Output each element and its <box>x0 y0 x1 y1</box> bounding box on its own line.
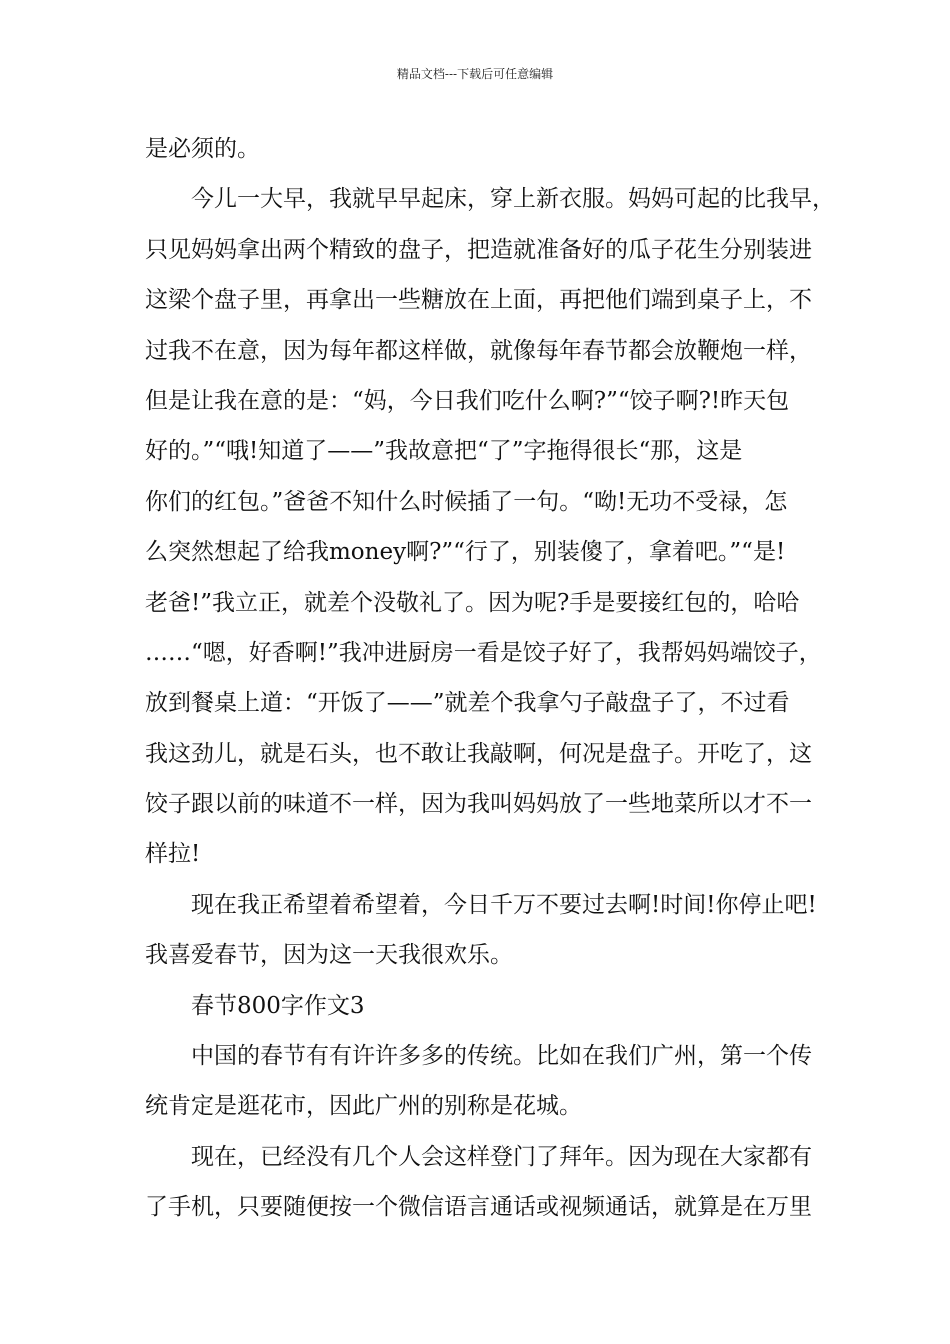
document-body <box>145 130 835 1239</box>
text-line: ……“嗯，好香啊!”我冲进厨房一看是饺子好了，我帮妈妈端饺子， <box>145 639 822 666</box>
text-line: 这梁个盘子里，再拿出一些糖放在上面，再把他们端到桌子上，不 <box>145 287 812 314</box>
paragraph-start-line: 现在我正希望着希望着，今日千万不要过去啊!时间!你停止吧! <box>191 891 817 918</box>
text-line: 放到餐桌上道：“开饭了——”就差个我拿勺子敲盘子了，不过看 <box>145 690 790 717</box>
text-line: 我这劲儿，就是石头，也不敢让我敲啊，何况是盘子。开吃了，这 <box>145 740 812 767</box>
text-line: 你们的红包。”爸爸不知什么时候插了一句。“呦!无功不受禄，怎 <box>145 488 788 515</box>
text-line: 是必须的。 <box>145 136 260 162</box>
text-line: 统肯定是逛花市，因此广州的别称是花城。 <box>145 1093 582 1120</box>
text-line: 过我不在意，因为每年都这样做，就像每年春节都会放鞭炮一样， <box>145 337 812 364</box>
text-line: 但是让我在意的是：“妈，今日我们吃什么啊?”“饺子啊?!昨天包 <box>145 387 790 414</box>
paragraph-start-line: 现在，已经没有几个人会这样登门了拜年。因为现在大家都有 <box>191 1143 812 1170</box>
text-line: 了手机，只要随便按一个微信语言通话或视频通话，就算是在万里 <box>145 1194 812 1221</box>
text-line: 么突然想起了给我money啊?”“行了，别装傻了，拿着吧。”“是! <box>145 539 786 566</box>
text-line: 好的。”“哦!知道了——”我故意把“了”字拖得很长“那，这是 <box>145 438 743 465</box>
page-header: 精品文档---下载后可任意编辑 <box>396 67 554 81</box>
section-heading: 春节800字作文3 <box>191 992 365 1019</box>
paragraph-start-line: 今儿一大早，我就早早起床，穿上新衣服。妈妈可起的比我早， <box>191 186 835 213</box>
text-line: 老爸!”我立正，就差个没敬礼了。因为呢?手是要接红包的，哈哈 <box>145 589 800 616</box>
text-line: 我喜爱春节，因为这一天我很欢乐。 <box>145 942 513 969</box>
paragraph-start-line: 中国的春节有有许许多多的传统。比如在我们广州，第一个传 <box>191 1043 812 1070</box>
text-line: 只见妈妈拿出两个精致的盘子，把造就准备好的瓜子花生分别装进 <box>145 236 812 263</box>
text-line: 样拉! <box>145 841 201 868</box>
text-line: 饺子跟以前的味道不一样，因为我叫妈妈放了一些地菜所以才不一 <box>145 791 812 818</box>
